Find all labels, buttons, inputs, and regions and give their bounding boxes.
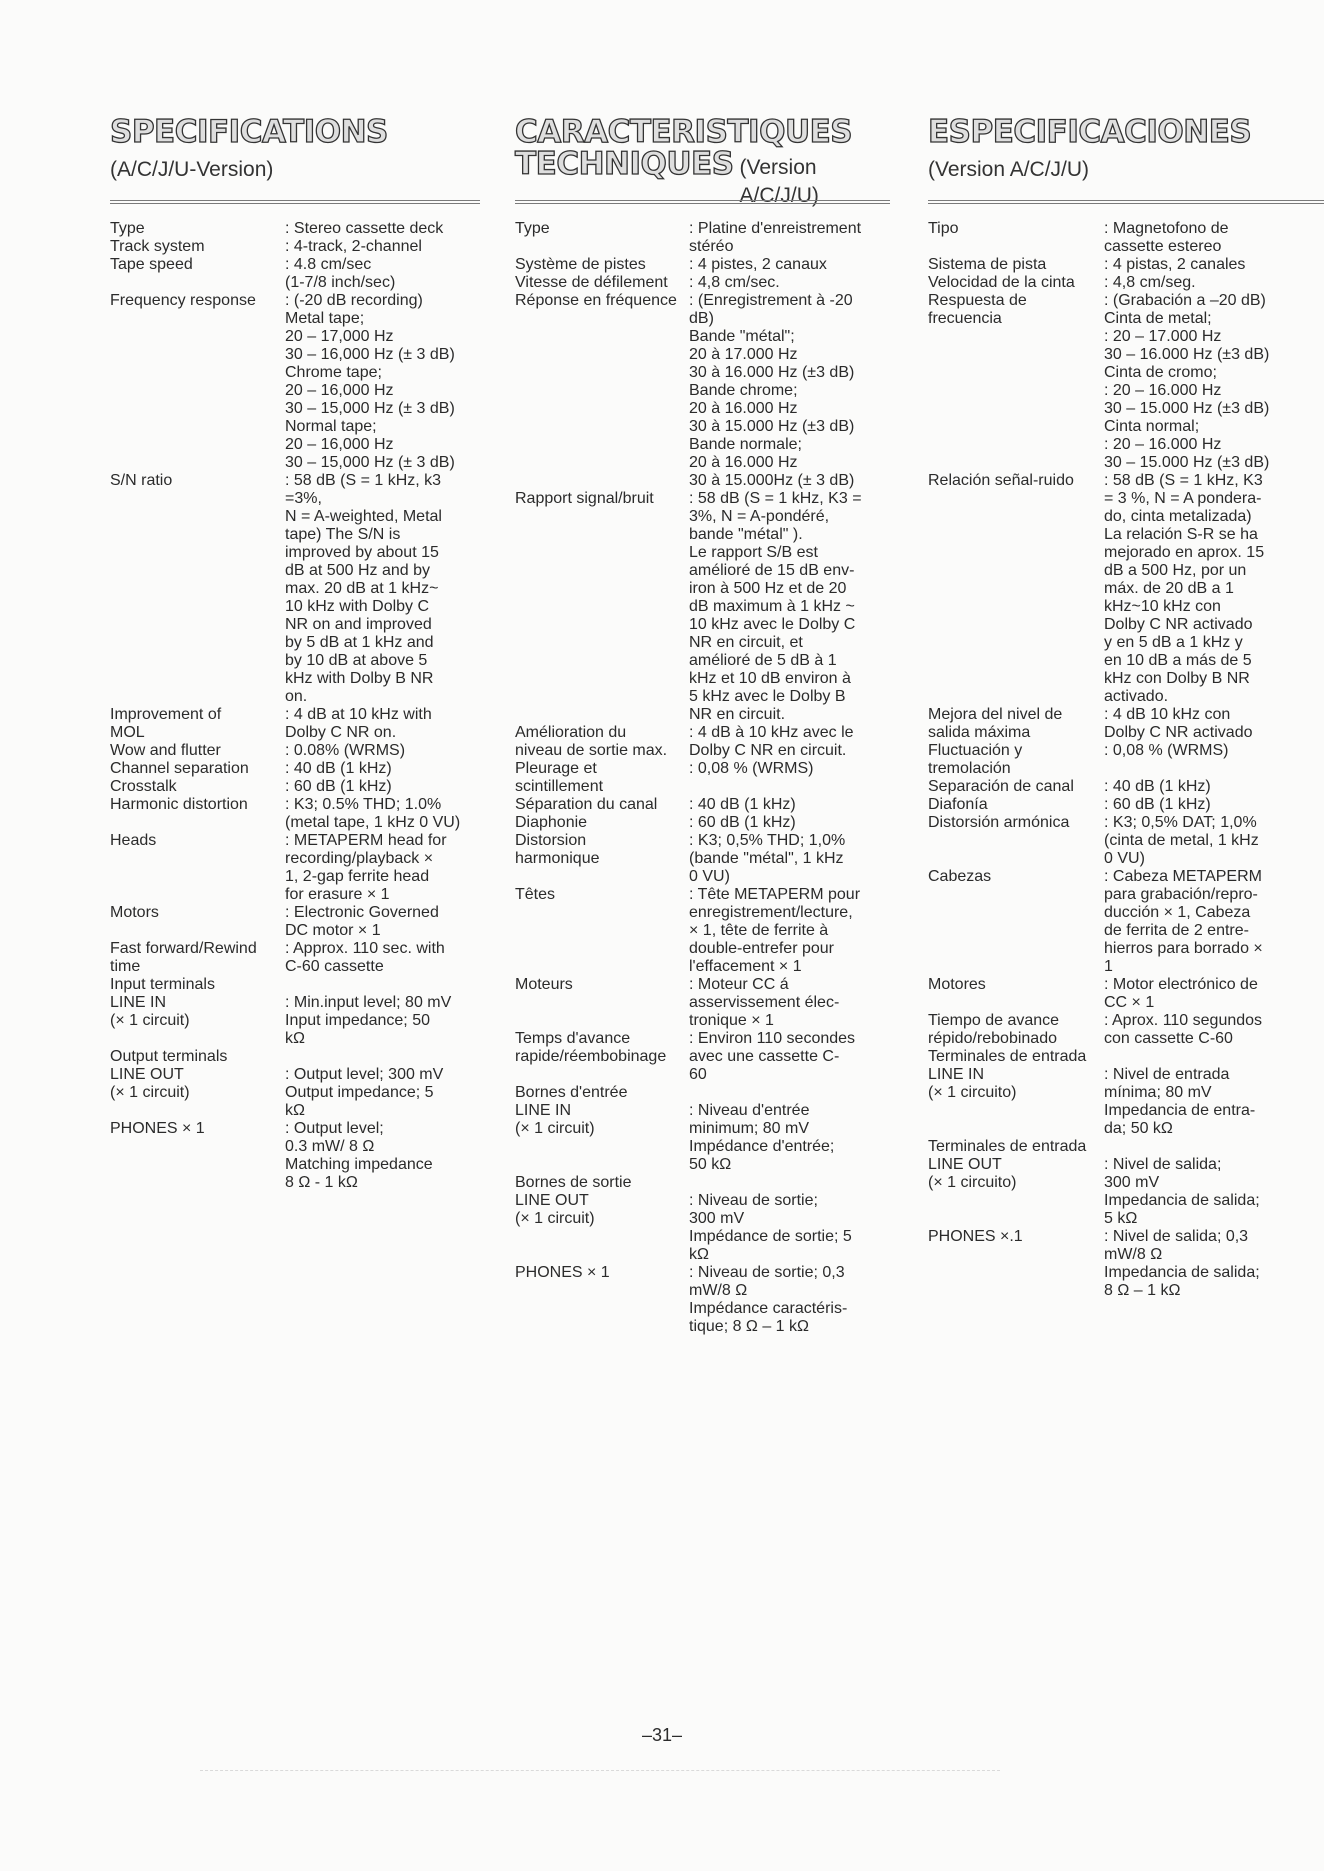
spec-label: Vitesse de défilement bbox=[515, 274, 668, 291]
spec-row bbox=[928, 256, 1324, 274]
spec-label: Système de pistes bbox=[515, 256, 646, 273]
spec-row bbox=[928, 1228, 1324, 1300]
spec-label: Tiempo de avance répido/rebobinado bbox=[928, 1012, 1060, 1047]
title-fr-line2: TECHNIQUES bbox=[515, 146, 734, 182]
spec-label: Type bbox=[515, 220, 550, 237]
spec-label: Type bbox=[110, 220, 145, 237]
spec-label: Moteurs bbox=[515, 976, 573, 993]
spec-label: Heads bbox=[110, 832, 157, 849]
spec-value: : 4-track, 2-channel bbox=[285, 238, 422, 255]
spec-row bbox=[515, 1030, 890, 1084]
spec-row bbox=[515, 760, 890, 796]
spec-label: Bornes de sortie LINE OUT (× 1 circuit) bbox=[515, 1174, 632, 1227]
spec-row bbox=[110, 742, 480, 760]
spec-value: : METAPERM head for recording/playback × 1, 2-gap ferrite head for erasure × 1 bbox=[285, 832, 447, 903]
column-french bbox=[515, 114, 890, 1335]
spec-value: : K3; 0,5% THD; 1,0% (bande "métal", 1 kHz 0 VU) bbox=[689, 832, 846, 885]
spec-label: Amélioration du niveau de sortie max. bbox=[515, 724, 668, 759]
spec-row bbox=[928, 1012, 1324, 1048]
spec-label: Input terminals LINE IN (× 1 circuit) bbox=[110, 976, 215, 1029]
spec-row bbox=[928, 472, 1324, 706]
spec-value: : 4 pistes, 2 canaux bbox=[689, 256, 827, 273]
spec-label: Tipo bbox=[928, 220, 959, 237]
spec-row bbox=[515, 274, 890, 292]
spec-label: PHONES ×.1 bbox=[928, 1228, 1023, 1245]
spec-row bbox=[928, 796, 1324, 814]
spec-value: : 4 pistas, 2 canales bbox=[1104, 256, 1246, 273]
spec-row bbox=[110, 796, 480, 832]
spec-row bbox=[928, 706, 1324, 742]
spec-row bbox=[928, 1138, 1324, 1228]
page-number: –31– bbox=[641, 1725, 683, 1745]
spec-label: Velocidad de la cinta bbox=[928, 274, 1075, 291]
spec-row bbox=[928, 292, 1324, 472]
spec-row bbox=[928, 976, 1324, 1012]
subtitle-es: (Version A/C/J/U) bbox=[928, 158, 1090, 181]
spec-row bbox=[515, 832, 890, 886]
spec-value: : Moteur CC á asservissement élec- tronique × 1 bbox=[689, 976, 840, 1029]
spec-label: Distorsion harmonique bbox=[515, 832, 600, 867]
spec-list-en bbox=[110, 220, 480, 1192]
spec-label: Diafonía bbox=[928, 796, 988, 813]
spec-list-fr bbox=[515, 220, 890, 1336]
spec-label: Motors bbox=[110, 904, 159, 921]
spec-label: Respuesta de frecuencia bbox=[928, 292, 1027, 327]
spec-value: : (Enregistrement à -20 dB) Bande "métal"; 20 à 17.000 Hz 30 à 16.000 Hz (±3 dB) Bande chrome; 20 à 16.000 Hz 30 à 15.000 Hz (±3 dB) Bande normale; 20 à 16.000 Hz 30 à 15.000Hz (± 3 dB) bbox=[689, 292, 855, 489]
spec-label: Cabezas bbox=[928, 868, 992, 885]
spec-row bbox=[110, 238, 480, 256]
spec-label: Track system bbox=[110, 238, 205, 255]
spec-label: Bornes d'entrée LINE IN (× 1 circuit) bbox=[515, 1084, 628, 1137]
spec-label: Sistema de pista bbox=[928, 256, 1047, 273]
spec-value: : Aprox. 110 segundos con cassette C-60 bbox=[1104, 1012, 1263, 1047]
spec-row bbox=[110, 256, 480, 292]
spec-value: : Approx. 110 sec. with C-60 cassette bbox=[285, 940, 445, 975]
spec-row bbox=[110, 832, 480, 904]
spec-value: : Nivel de entrada mínima; 80 mV Impedancia de entra- da; 50 kΩ bbox=[1104, 1066, 1256, 1137]
spec-row bbox=[110, 706, 480, 742]
spec-label: Relación señal-ruido bbox=[928, 472, 1074, 489]
divider bbox=[928, 200, 1324, 207]
spec-value: : 4 dB 10 kHz con Dolby C NR activado bbox=[1104, 706, 1253, 741]
spec-label: Frequency response bbox=[110, 292, 256, 309]
column-spanish bbox=[928, 114, 1324, 1299]
spec-row bbox=[928, 778, 1324, 796]
spec-label: Tape speed bbox=[110, 256, 193, 273]
spec-label: Diaphonie bbox=[515, 814, 588, 831]
spec-value: : 60 dB (1 kHz) bbox=[1104, 796, 1211, 813]
spec-value: : 58 dB (S = 1 kHz, k3 =3%, N = A-weighted, Metal tape) The S/N is improved by about 15 dB at 500 Hz and by max. 20 dB at 1 kHz~ 10 kHz with Dolby C NR on and improved by 5 dB at 1 kHz and by 10 dB at above 5 kHz with Dolby B NR on. bbox=[285, 472, 442, 705]
spec-label: Séparation du canal bbox=[515, 796, 658, 813]
spec-value: : 58 dB (S = 1 kHz, K3 = 3 %, N = A pondera- do, cinta metalizada) La relación S-R se ha mejorado en aprox. 15 dB a 500 Hz, por un máx. de 20 dB a 1 kHz~10 kHz con Dolby C NR activado y en 5 dB a 1 kHz y en 10 dB a más de 5 kHz con Dolby B NR activado. bbox=[1104, 472, 1265, 705]
spec-value: : Nivel de salida; 300 mV Impedancia de salida; 5 kΩ bbox=[1104, 1156, 1260, 1227]
spec-value: : Stereo cassette deck bbox=[285, 220, 444, 237]
spec-label: Harmonic distortion bbox=[110, 796, 248, 813]
spec-row bbox=[110, 778, 480, 796]
spec-value: : 40 dB (1 kHz) bbox=[1104, 778, 1211, 795]
spec-label: Terminales de entrada LINE OUT (× 1 circuito) bbox=[928, 1138, 1087, 1191]
spec-value: : 0.08% (WRMS) bbox=[285, 742, 406, 759]
spec-row bbox=[515, 814, 890, 832]
spec-row bbox=[928, 868, 1324, 976]
spec-label: Pleurage et scintillement bbox=[515, 760, 604, 795]
spec-value: : (Grabación a –20 dB) Cinta de metal; : 20 – 17.000 Hz 30 – 16.000 Hz (±3 dB) Cinta de cromo; : 20 – 16.000 Hz 30 – 15.000 Hz (±3 dB) Cinta normal; : 20 – 16.000 Hz 30 – 15.000 Hz (±3 dB) bbox=[1104, 292, 1270, 471]
spec-label: Terminales de entrada LINE IN (× 1 circuito) bbox=[928, 1048, 1087, 1101]
spec-row bbox=[515, 220, 890, 256]
spec-row bbox=[515, 1174, 890, 1264]
spec-label: PHONES × 1 bbox=[515, 1264, 610, 1281]
spec-label: Temps d'avance rapide/réembobinage bbox=[515, 1030, 667, 1065]
spec-value: : Min.input level; 80 mV Input impedance; 50 kΩ bbox=[285, 994, 452, 1047]
spec-value: : Environ 110 secondes avec une cassette C- 60 bbox=[689, 1030, 856, 1083]
spec-label: Mejora del nivel de salida máxima bbox=[928, 706, 1063, 741]
spec-row bbox=[110, 220, 480, 238]
spec-value: : Electronic Governed DC motor × 1 bbox=[285, 904, 439, 939]
spec-value: : 60 dB (1 kHz) bbox=[285, 778, 392, 795]
spec-row bbox=[928, 1048, 1324, 1138]
spec-value: : 0,08 % (WRMS) bbox=[689, 760, 814, 777]
spec-value: : Niveau d'entrée minimum; 80 mV Impédance d'entrée; 50 kΩ bbox=[689, 1102, 835, 1173]
spec-row bbox=[110, 940, 480, 976]
spec-row bbox=[928, 274, 1324, 292]
spec-value: : 4.8 cm/sec (1-7/8 inch/sec) bbox=[285, 256, 396, 291]
spec-value: : Output level; 300 mV Output impedance; 5 kΩ bbox=[285, 1066, 444, 1119]
spec-row bbox=[515, 490, 890, 724]
spec-label: S/N ratio bbox=[110, 472, 173, 489]
spec-value: : 4,8 cm/sec. bbox=[689, 274, 780, 291]
spec-row bbox=[110, 760, 480, 778]
spec-label: Motores bbox=[928, 976, 986, 993]
title-fr: CARACTERISTIQUES bbox=[515, 114, 853, 150]
spec-label: Réponse en fréquence bbox=[515, 292, 677, 309]
spec-row bbox=[515, 256, 890, 274]
spec-value: : Motor electrónico de CC × 1 bbox=[1104, 976, 1258, 1011]
spec-label: Output terminals LINE OUT (× 1 circuit) bbox=[110, 1048, 228, 1101]
spec-label: Channel separation bbox=[110, 760, 249, 777]
spec-value: : 40 dB (1 kHz) bbox=[689, 796, 796, 813]
spec-row bbox=[515, 976, 890, 1030]
subtitle-en: (A/C/J/U-Version) bbox=[110, 158, 274, 181]
spec-label: Fast forward/Rewind time bbox=[110, 940, 257, 975]
spec-row bbox=[928, 220, 1324, 256]
spec-value: : 0,08 % (WRMS) bbox=[1104, 742, 1229, 759]
spec-value: : 40 dB (1 kHz) bbox=[285, 760, 392, 777]
spec-value: : Niveau de sortie; 300 mV Impédance de sortie; 5 kΩ bbox=[689, 1192, 852, 1263]
spec-row bbox=[515, 724, 890, 760]
spec-row bbox=[515, 1264, 890, 1336]
spec-label: Rapport signal/bruit bbox=[515, 490, 654, 507]
spec-label: Wow and flutter bbox=[110, 742, 221, 759]
spec-value: : 4 dB at 10 kHz with Dolby C NR on. bbox=[285, 706, 432, 741]
spec-row bbox=[110, 1120, 480, 1192]
title-en: SPECIFICATIONS bbox=[110, 114, 388, 150]
spec-list-es bbox=[928, 220, 1324, 1300]
spec-value: : Platine d'enreistrement stéréo bbox=[689, 220, 862, 255]
spec-value: : K3; 0,5% DAT; 1,0% (cinta de metal, 1 kHz 0 VU) bbox=[1104, 814, 1259, 867]
column-english bbox=[110, 114, 480, 1191]
spec-value: : Nivel de salida; 0,3 mW/8 Ω Impedancia de salida; 8 Ω – 1 kΩ bbox=[1104, 1228, 1260, 1299]
spec-row bbox=[515, 796, 890, 814]
spec-row bbox=[110, 976, 480, 1048]
title-es: ESPECIFICACIONES bbox=[928, 114, 1252, 150]
spec-row bbox=[515, 1084, 890, 1174]
spec-label: Têtes bbox=[515, 886, 556, 903]
spec-row bbox=[928, 742, 1324, 778]
spec-label: PHONES × 1 bbox=[110, 1120, 205, 1137]
spec-value: : 4 dB à 10 kHz avec le Dolby C NR en circuit. bbox=[689, 724, 854, 759]
spec-value: : 58 dB (S = 1 kHz, K3 = 3%, N = A-pondéré, bande "métal" ). Le rapport S/B est amélioré de 15 dB env- iron à 500 Hz et de 20 dB maximum à 1 kHz ~ 10 kHz avec le Dolby C NR en circuit, et amélioré de 5 dB à 1 kHz et 10 dB environ à 5 kHz avec le Dolby B NR en circuit. bbox=[689, 490, 862, 723]
spec-label: Crosstalk bbox=[110, 778, 177, 795]
spec-value: : Tête METAPERM pour enregistrement/lecture, × 1, tête de ferrite à double-entrefer pour l'effacement × 1 bbox=[689, 886, 861, 975]
spec-value: : Magnetofono de cassette estereo bbox=[1104, 220, 1229, 255]
scan-marks bbox=[200, 1770, 1000, 1771]
spec-row bbox=[110, 904, 480, 940]
spec-label: Distorsión armónica bbox=[928, 814, 1070, 831]
spec-value: : 4,8 cm/seg. bbox=[1104, 274, 1196, 291]
spec-value: : (-20 dB recording) Metal tape; 20 – 17,000 Hz 30 – 16,000 Hz (± 3 dB) Chrome tape; 20 – 16,000 Hz 30 – 15,000 Hz (± 3 dB) Normal tape; 20 – 16,000 Hz 30 – 15,000 Hz (± 3 dB) bbox=[285, 292, 455, 471]
spec-label: Fluctuación y tremolación bbox=[928, 742, 1023, 777]
spec-label: Separación de canal bbox=[928, 778, 1074, 795]
spec-value: : Cabeza METAPERM para grabación/repro- ducción × 1, Cabeza de ferrita de 2 entre- hierros para borrado × 1 bbox=[1104, 868, 1263, 975]
divider bbox=[515, 200, 890, 207]
spec-value: : K3; 0.5% THD; 1.0% (metal tape, 1 kHz 0 VU) bbox=[285, 796, 461, 831]
spec-row bbox=[515, 886, 890, 976]
spec-value: : Niveau de sortie; 0,3 mW/8 Ω Impédance caractéris- tique; 8 Ω – 1 kΩ bbox=[689, 1264, 848, 1335]
spec-value: : Output level; 0.3 mW/ 8 Ω Matching impedance 8 Ω - 1 kΩ bbox=[285, 1120, 433, 1191]
divider bbox=[110, 200, 480, 207]
spec-row bbox=[928, 814, 1324, 868]
spec-value: : 60 dB (1 kHz) bbox=[689, 814, 796, 831]
subtitle-fr: (Version A/C/J/U) bbox=[739, 156, 819, 207]
spec-row bbox=[110, 1048, 480, 1120]
spec-row bbox=[515, 292, 890, 490]
spec-label: Improvement of MOL bbox=[110, 706, 222, 741]
spec-row bbox=[110, 472, 480, 706]
spec-row bbox=[110, 292, 480, 472]
